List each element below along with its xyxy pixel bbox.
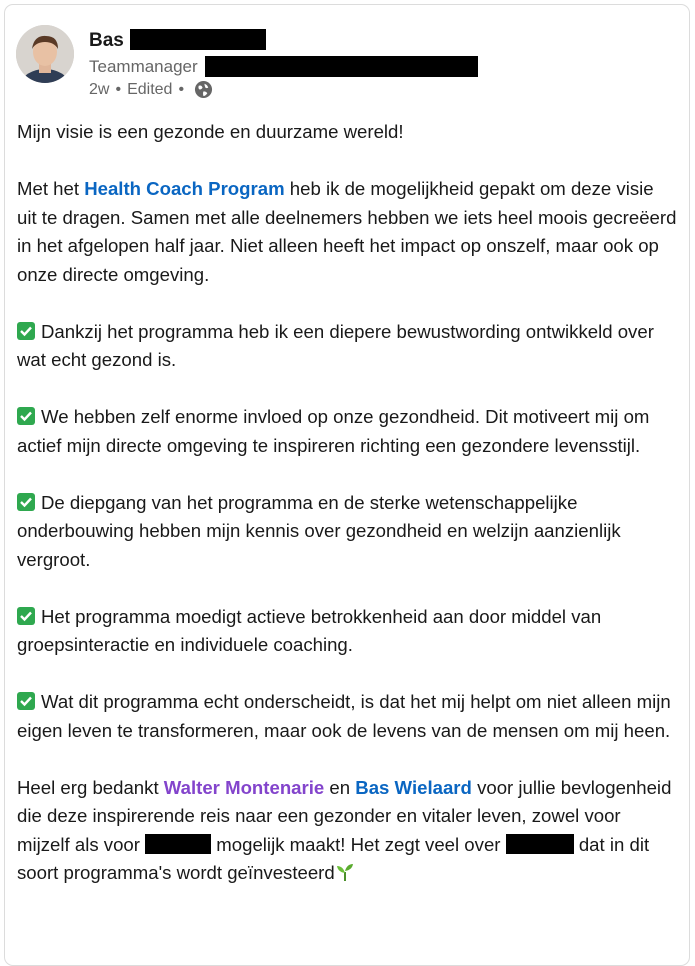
globe-icon (194, 80, 213, 99)
author-headline: Teammanager (89, 57, 198, 76)
bullet-paragraph (17, 403, 677, 460)
text: en (324, 776, 356, 798)
thanks-paragraph (17, 774, 677, 888)
text: mogelijk maakt! Het zegt veel over (211, 833, 506, 855)
check-mark-button-icon (17, 607, 35, 625)
check-mark-button-icon (17, 322, 35, 340)
mention-walter-montenarie[interactable]: Walter Montenarie (163, 776, 325, 798)
text: heb ik de mogelijkheid gepakt om deze visie uit te dragen. Samen met alle deelnemers hebben we iets heel moois gecreëerd in het afgelopen half jaar. Niet alleen heeft het impact op onszelf, maar ook op onze directe omgeving. (17, 178, 677, 285)
author-avatar[interactable] (16, 25, 74, 83)
bullet-text: We hebben zelf enorme invloed op onze gezondheid. Dit motiveert mij om actief mijn directe omgeving te inspireren richting een gezondere levensstijl. (17, 406, 650, 456)
redacted-company (506, 834, 574, 854)
post-time[interactable]: 2w (89, 80, 110, 98)
check-mark-button-icon (17, 493, 35, 511)
mention-bas-wielaard[interactable]: Bas Wielaard (355, 776, 472, 798)
bullet-text: De diepgang van het programma en de sterke wetenschappelijke onderbouwing hebben mijn kennis over gezondheid en welzijn aanzienlijk vergroot. (17, 491, 621, 570)
post-paragraph (17, 175, 677, 289)
edited-label: Edited (127, 80, 173, 98)
check-mark-button-icon (17, 692, 35, 710)
separator-dot: • (115, 80, 122, 98)
post-meta (89, 80, 213, 99)
post-paragraph: Mijn visie is een gezonde en duurzame wereld! (17, 121, 404, 142)
bullet-text: Wat dit programma echt onderscheidt, is dat het mij helpt om niet alleen mijn eigen leven te transformeren, maar ook de levens van de mensen om mij heen. (17, 691, 671, 741)
health-coach-program-link[interactable]: Health Coach Program (84, 178, 285, 199)
redacted-headline (205, 56, 478, 77)
text: Met het (17, 178, 85, 199)
text: dat in dit soort programma's wordt geïnvesteerd (17, 833, 650, 883)
post-body (17, 118, 677, 916)
seedling-icon (335, 862, 355, 882)
text: Heel erg bedankt (17, 776, 164, 798)
check-mark-button-icon (17, 407, 35, 425)
bullet-text: Het programma moedigt actieve betrokkenheid aan door middel van groepsinteractie en individuele coaching. (17, 605, 602, 655)
bullet-paragraph (17, 603, 677, 660)
redacted-company (145, 834, 211, 854)
author-name[interactable]: Bas (89, 30, 124, 51)
separator-dot: • (178, 80, 185, 98)
redacted-author-surname (130, 29, 266, 50)
bullet-paragraph (17, 688, 677, 745)
bullet-paragraph (17, 318, 677, 375)
text: voor jullie bevlogenheid die deze inspirerende reis naar een gezonder en vitaler leven, zowel voor mijzelf als voor (17, 776, 672, 855)
bullet-paragraph (17, 489, 677, 575)
bullet-text: Dankzij het programma heb ik een diepere bewustwording ontwikkeld over wat echt gezond is. (17, 320, 654, 370)
